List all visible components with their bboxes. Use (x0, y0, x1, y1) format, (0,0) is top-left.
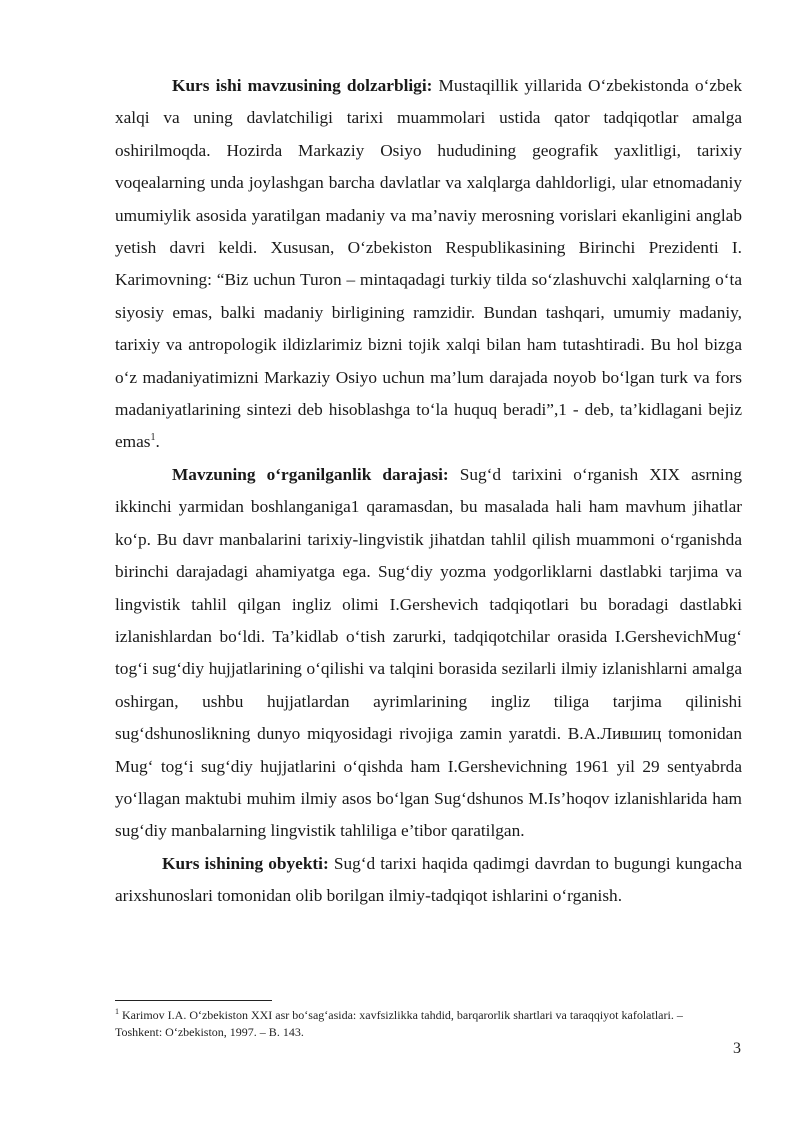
page-number: 3 (733, 1040, 741, 1057)
paragraph-text-relevance: Mustaqillik yillarida O‘zbekistonda o‘zbek xalqi va uning davlatchiligi tarixi muammolari ustida qator tadqiqotlar amalga oshirilmoqda. Hozirda Markaziy Osiyo hududining geografik yaxlitligi, tarixiy voqealarning unda joylashgan barcha davlatlar va xalqlarga dahldorligi, ular etnomadaniy umumiylik asosida yaratilgan madaniy va ma’naviy merosning vorislari ekanligini anglab yetish davri keldi. Xususan, O‘zbekiston Respublikasining Birinchi Prezidenti I. Karimovning: “Biz uchun Turon – mintaqadagi turkiy tilda so‘zlashuvchi xalqlarning o‘ta siyosiy emas, balki madaniy birligining ramzidir. Bundan tashqari, umumiy madaniy, tarixiy va antropologik ildizlarimiz bizni tojik xalqi bilan ham tutashtiradi. Bu hol bizga o‘z madaniyatimizni Markaziy Osiyo uchun ma’lum darajada noyob bo‘lgan turk va fors madaniyatlarining sintezi deb hisoblashga to‘la huquq beradi”,1 - deb, ta’kidlagani bejiz emas (115, 76, 742, 452)
footnote-separator (115, 1000, 272, 1001)
paragraph-object (115, 848, 742, 913)
paragraph-relevance (115, 70, 742, 459)
paragraph-text-study-level: Sug‘d tarixini o‘rganish XIX asrning ikkinchi yarmidan boshlanganiga1 qaramasdan, bu masalada hali ham mavhum jihatlar ko‘p. Bu davr manbalarini tarixiy-lingvistik jihatdan tahlil qilish muammoni o‘rganishda birinchi darajadagi ahamiyatga ega. Sug‘diy yozma yodgorliklarni dastlabki tarjima va lingvistik tahlil qilgan ingliz olimi I.Gershevich tadqiqotlari bu boradagi dastlabki izlanishlardan bo‘ldi. Ta’kidlab o‘tish zarurki, tadqiqotchilar orasida I.GershevichMug‘ tog‘i sug‘diy hujjatlarining o‘qilishi va talqini borasida sezilarli ilmiy izlanishlarni amalga oshirgan, ushbu hujjatlardan ayrimlarining ingliz tiliga tarjima qilinishi sug‘dshunoslikning dunyo miqyosidagi rivojiga zamin yaratdi. В.А.Лившиц tomonidan Mug‘ tog‘i sug‘diy hujjatlarini o‘qishda ham I.Gershevichning 1961 yil 29 sentyabrda yo‘llagan maktubi muhim ilmiy asos bo‘lgan Sug‘dshunos M.Is’hoqov izlanishlarida ham sug‘diy manbalarning lingvistik tahliliga e’tibor qaratilgan. (115, 464, 742, 841)
paragraph-heading-study-level: Mavzuning o‘rganilganlik darajasi: (172, 464, 449, 484)
paragraph-tail-relevance: . (155, 432, 160, 452)
document-body (115, 70, 742, 913)
footnote-reference: 1 (150, 432, 156, 444)
paragraph-heading-object: Kurs ishining obyekti: (162, 853, 329, 873)
paragraph-heading-relevance: Kurs ishi mavzusining dolzarbligi: (172, 76, 433, 95)
footnote (115, 1007, 715, 1041)
footnote-marker: 1 (115, 1007, 119, 1016)
paragraph-study-level (115, 459, 742, 848)
footnote-text: Karimov I.A. O‘zbekiston XXI asr bo‘sag‘asida: xavfsizlikka tahdid, barqarorlik shartlari va taraqqiyot kafolatlari. – Toshkent: O‘zbekiston, 1997. – B. 143. (115, 1008, 683, 1039)
paragraph-text-object: Sug‘d tarixi haqida qadimgi davrdan to bugungi kungacha arixshunoslari tomonidan olib borilgan ilmiy-tadqiqot ishlarini o‘rganish. (115, 853, 742, 906)
